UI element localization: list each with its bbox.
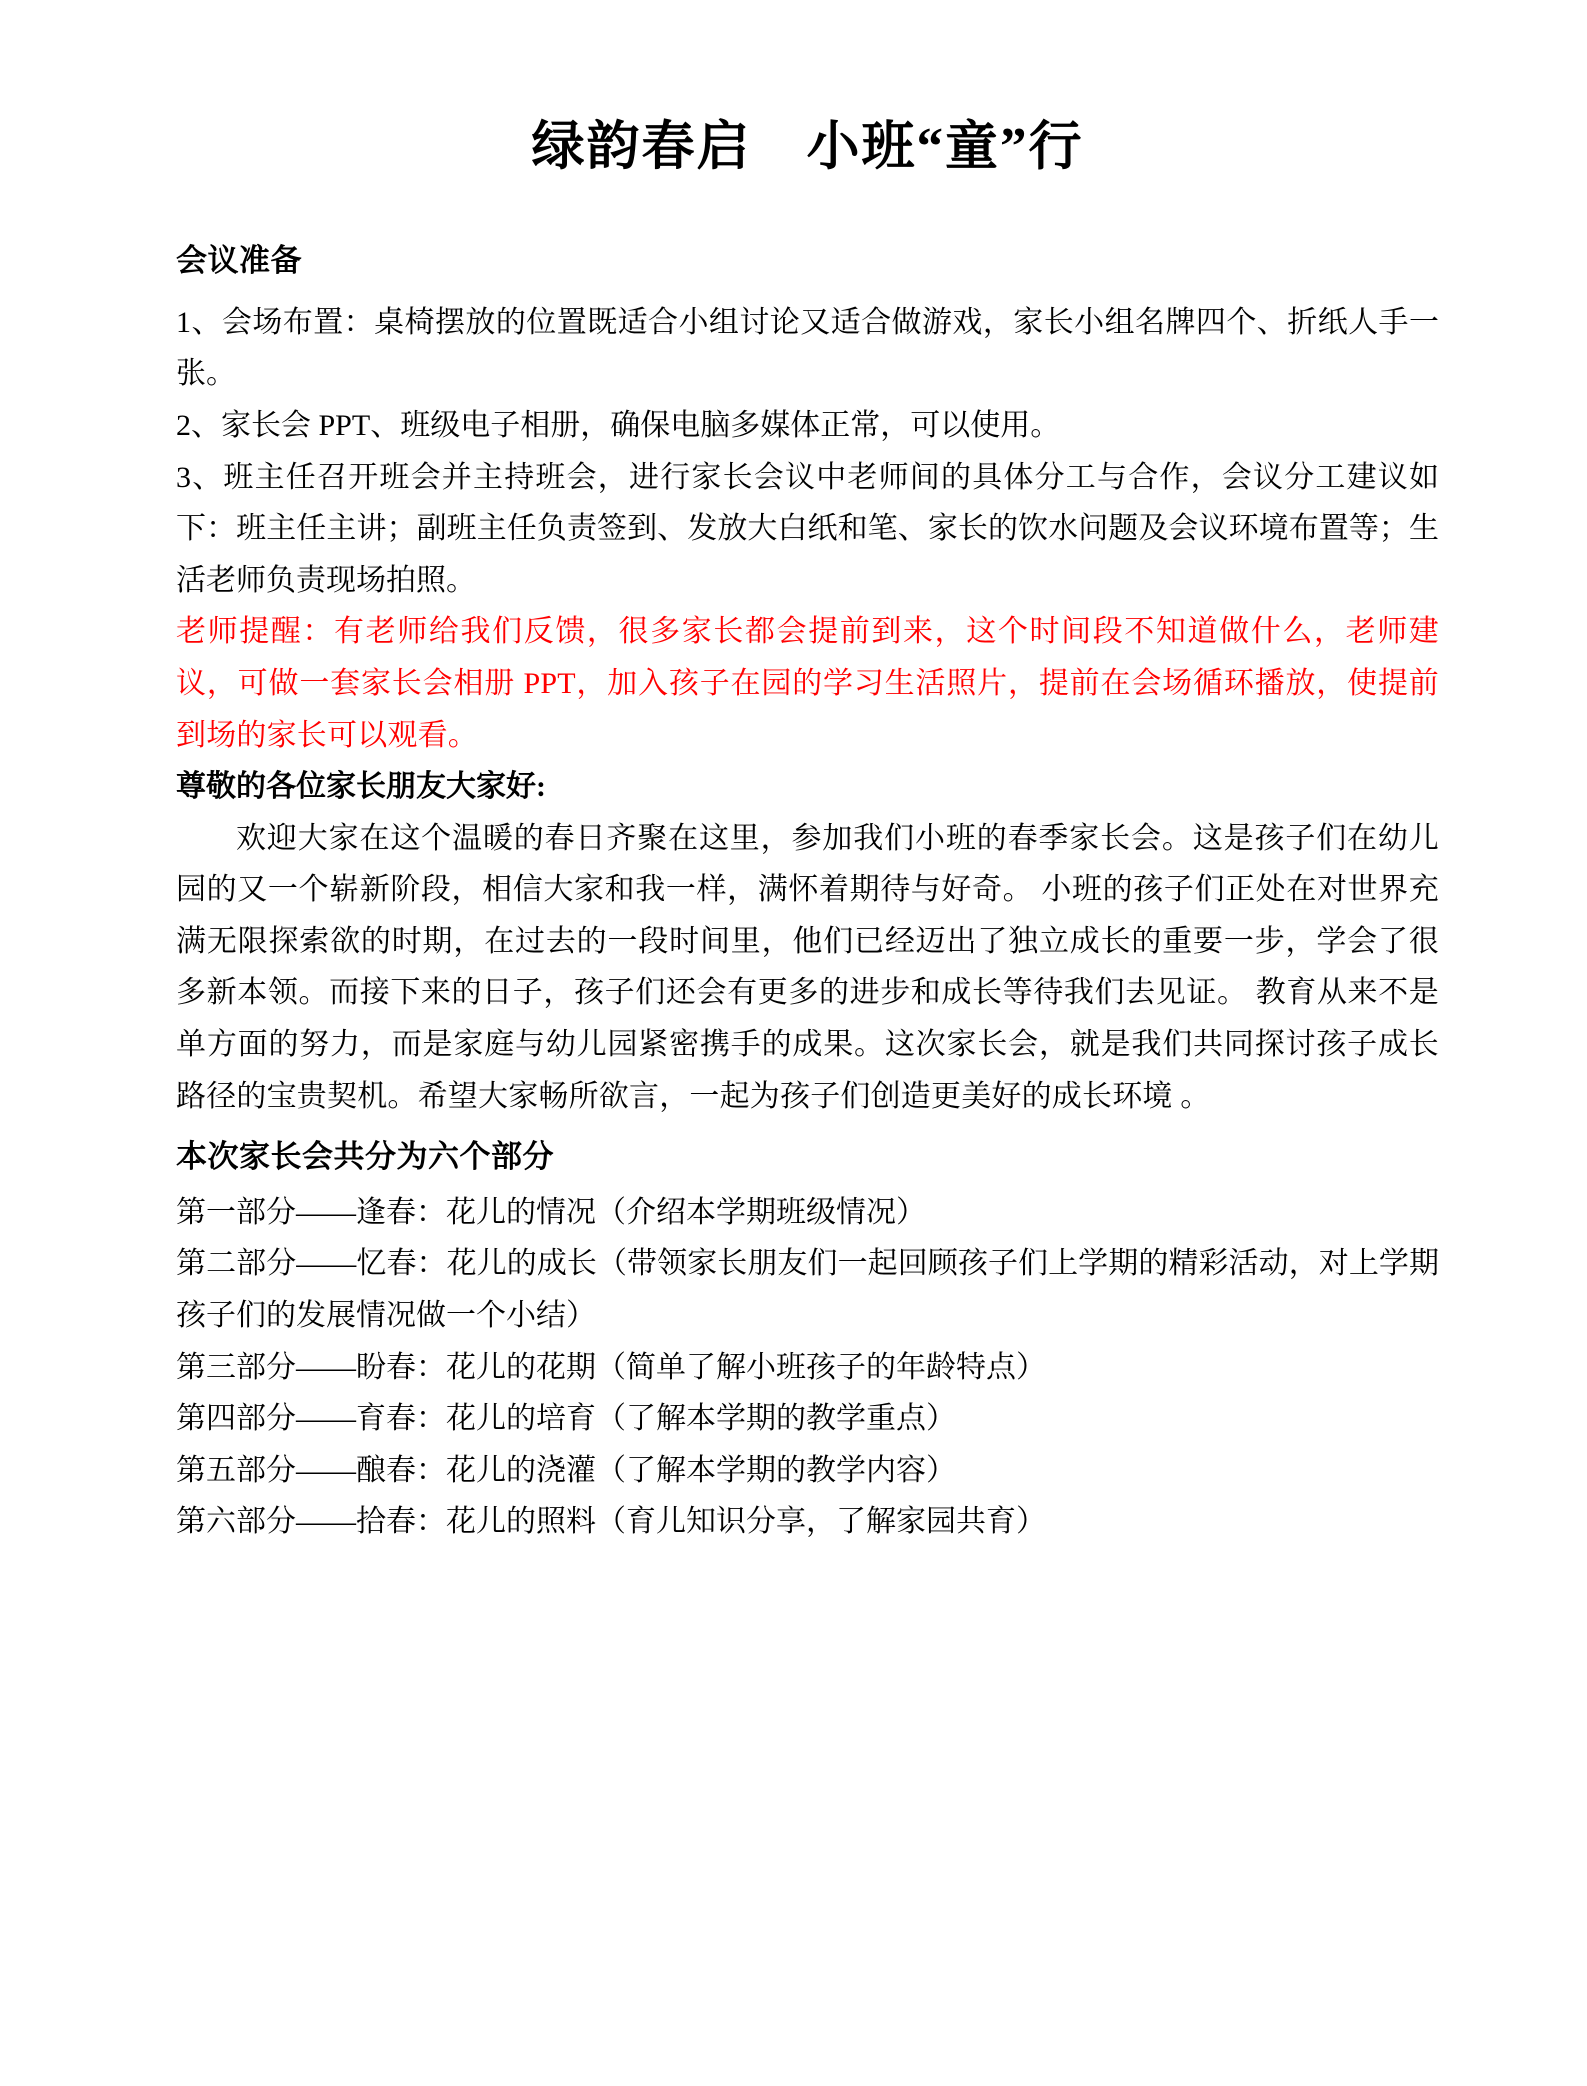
agenda-part-5: 第五部分——酿春：花儿的浇灌（了解本学期的教学内容） — [176, 1453, 956, 1487]
teacher-reminder-note: 老师提醒：有老师给我们反馈，很多家长都会提前到来，这个时间段不知道做什么，老师建议，可做一套家长会相册 PPT，加入孩子在园的学习生活照片，提前在会场循环播放，使提前到场的家长可以观看。 — [176, 615, 1439, 752]
greeting-body-paragraph: 欢迎大家在这个温暖的春日齐聚在这里，参加我们小班的春季家长会。这是孩子们在幼儿园的又一个崭新阶段，相信大家和我一样，满怀着期待与好奇。 小班的孩子们正处在对世界充满无限探索欲的时期，在过去的一段时间里，他们已经迈出了独立成长的重要一步，学会了很多新本领。而接下来的日子，孩子们还会有更多的进步和成长等待我们去见证。 教育从来不是单方面的努力，而是家庭与幼儿园紧密携手的成果。这次家长会，就是我们共同探讨孩子成长路径的宝贵契机。希望大家畅所欲言，一起为孩子们创造更美好的成长环境 。 — [176, 821, 1439, 1113]
meeting-preparation-heading: 会议准备 — [176, 243, 302, 279]
greeting-salutation: 尊敬的各位家长朋友大家好: — [176, 770, 546, 804]
preparation-item-2: 2、家长会 PPT、班级电子相册，确保电脑多媒体正常，可以使用。 — [176, 408, 1061, 442]
agenda-part-6: 第六部分——拾春：花儿的照料（育儿知识分享，了解家园共育） — [176, 1505, 1046, 1539]
agenda-part-3: 第三部分——盼春：花儿的花期（简单了解小班孩子的年龄特点） — [176, 1350, 1046, 1384]
agenda-part-4: 第四部分——育春：花儿的培育（了解本学期的教学重点） — [176, 1402, 956, 1436]
preparation-item-1: 1、会场布置：桌椅摆放的位置既适合小组讨论又适合做游戏，家长小组名牌四个、折纸人手一张。 — [176, 305, 1439, 391]
preparation-item-3: 3、班主任召开班会并主持班会，进行家长会议中老师间的具体分工与合作，会议分工建议如下：班主任主讲；副班主任负责签到、发放大白纸和笔、家长的饮水问题及会议环境布置等；生活老师负责现场拍照。 — [176, 460, 1439, 597]
document-title: 绿韵春启 小班“童”行 — [531, 118, 1084, 176]
agenda-part-1: 第一部分——逢春：花儿的情况（介绍本学期班级情况） — [176, 1195, 926, 1229]
agenda-part-2: 第二部分——忆春：花儿的成长（带领家长朋友们一起回顾孩子们上学期的精彩活动，对上学期孩子们的发展情况做一个小结） — [176, 1247, 1439, 1332]
agenda-heading: 本次家长会共分为六个部分 — [176, 1139, 554, 1175]
